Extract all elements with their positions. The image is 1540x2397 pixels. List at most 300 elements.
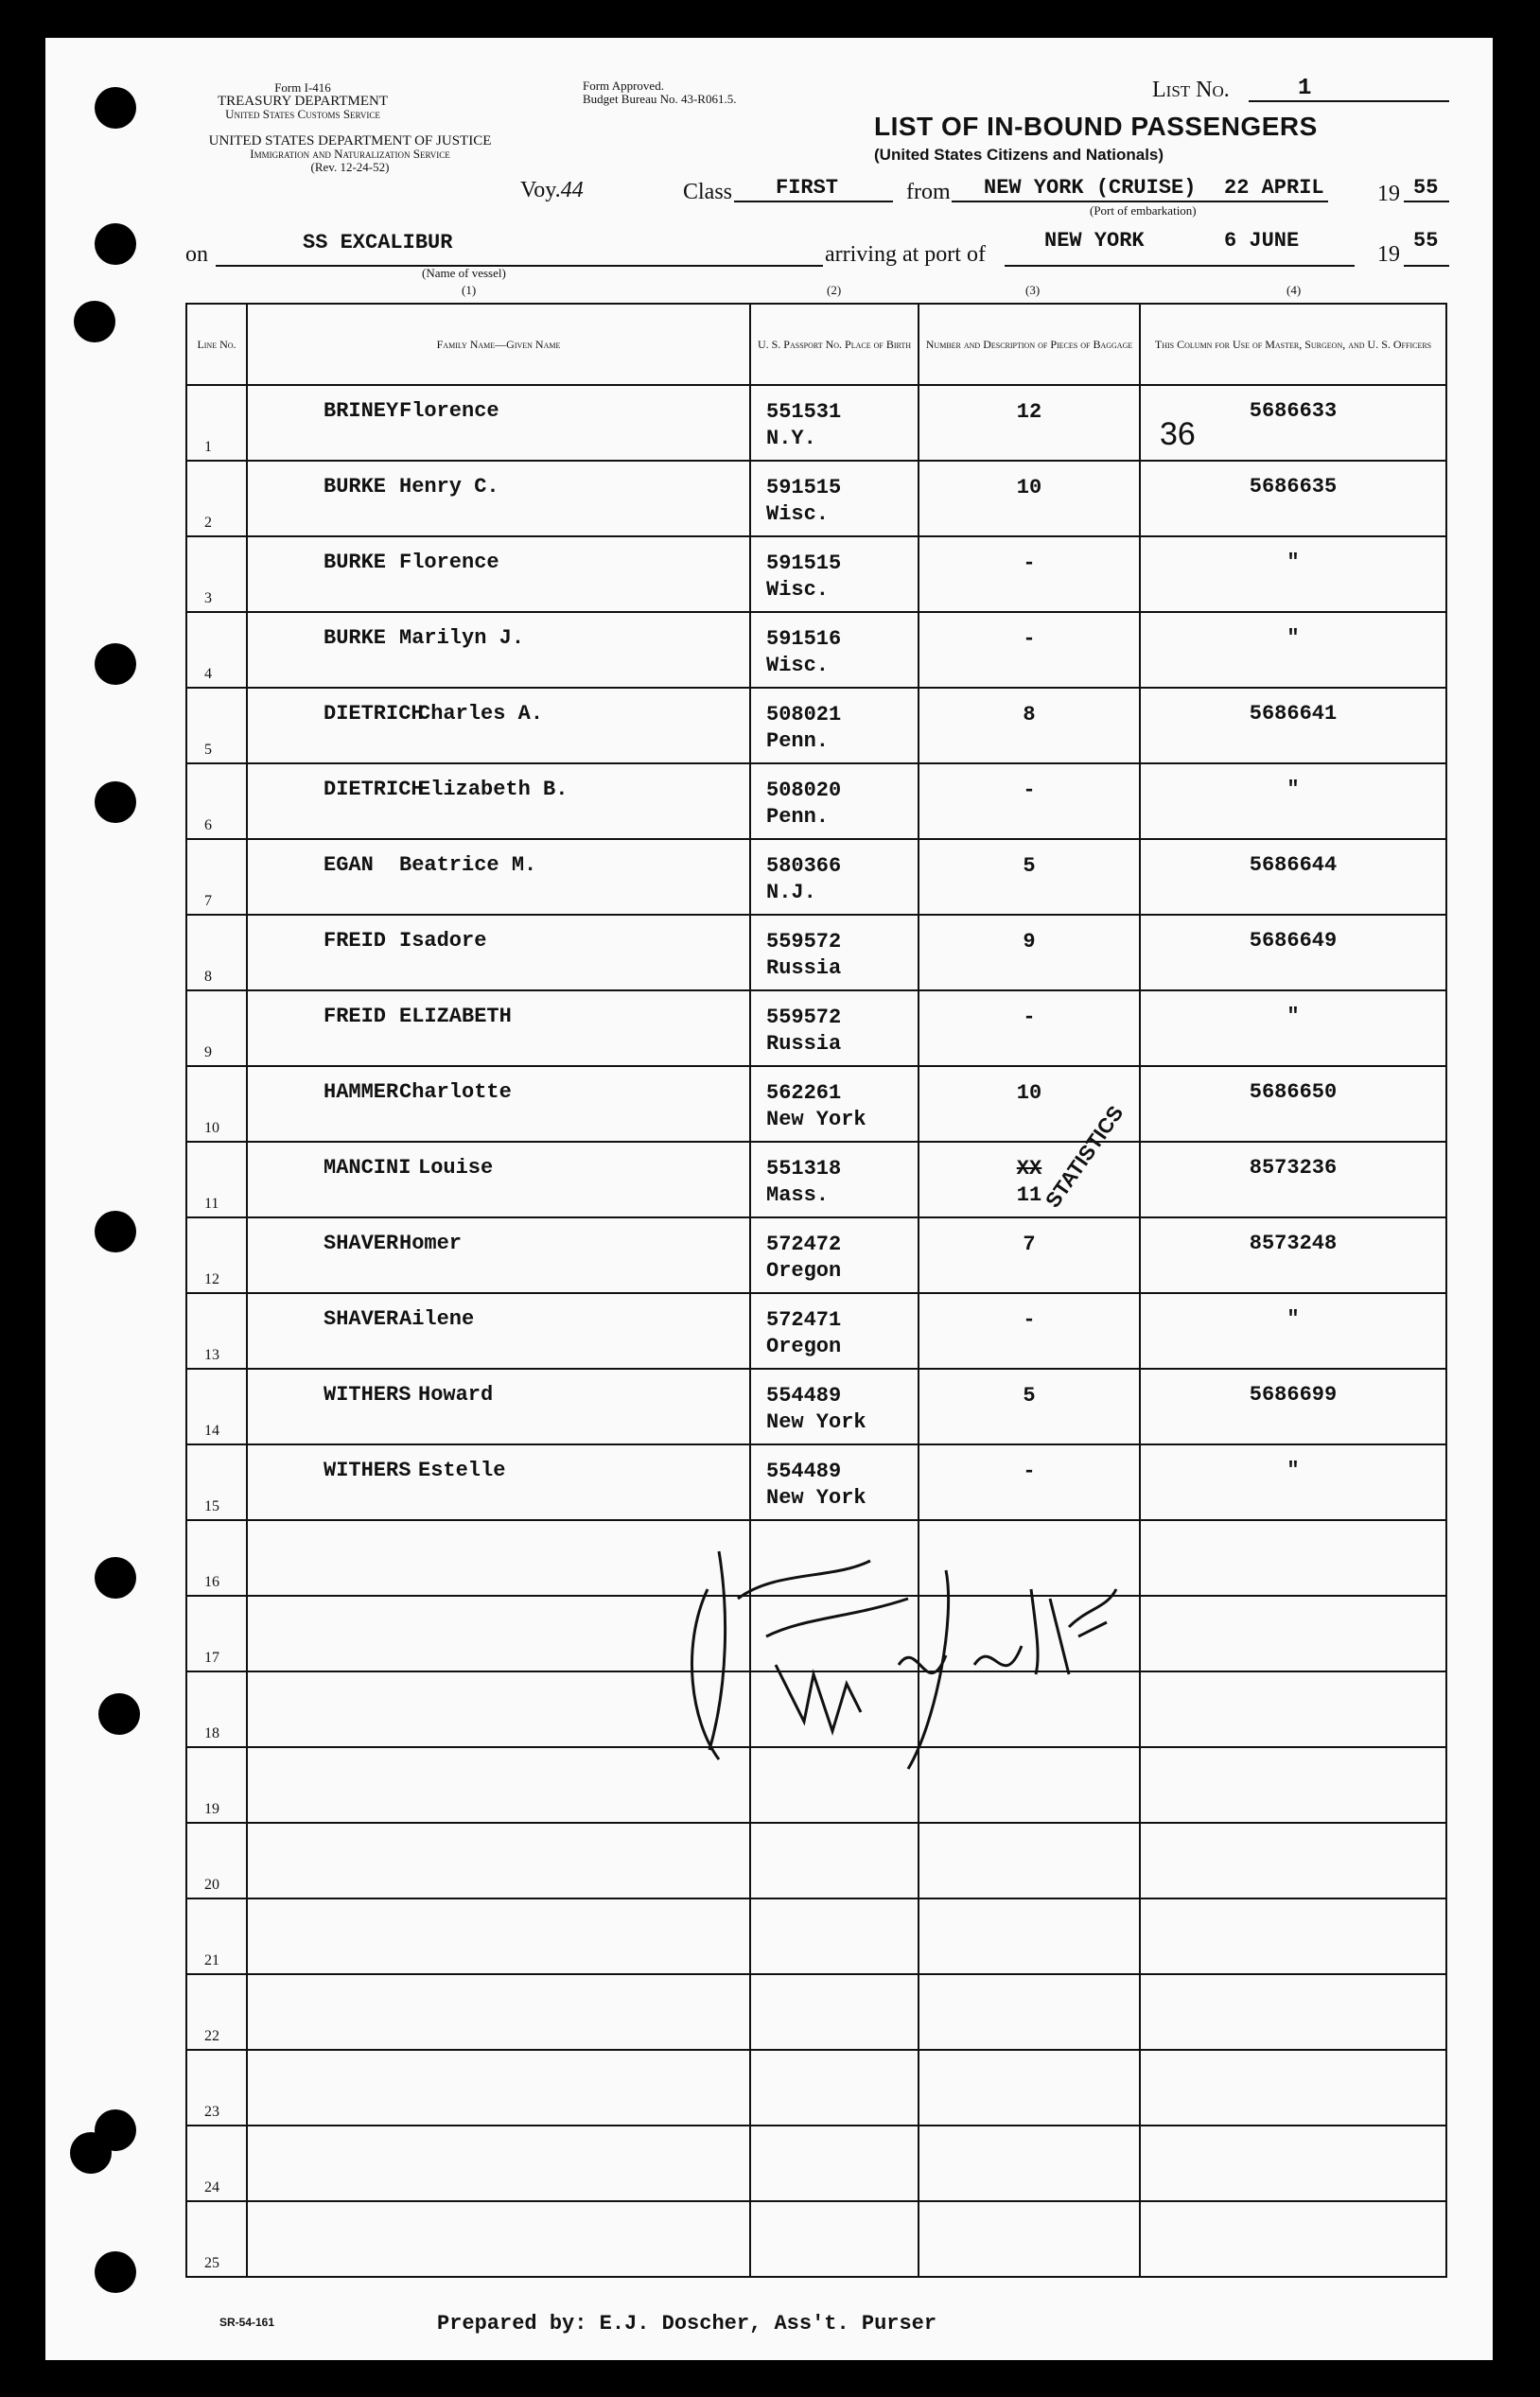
place-of-birth: New York bbox=[766, 1486, 866, 1510]
family-name: BURKE bbox=[324, 626, 387, 650]
family-name: SHAVER bbox=[324, 1307, 399, 1331]
officer-cell bbox=[1140, 2126, 1446, 2201]
line-number-cell bbox=[186, 536, 247, 612]
vessel-caption: (Name of vessel) bbox=[422, 266, 506, 280]
baggage-count: - bbox=[1023, 551, 1036, 575]
name-cell bbox=[247, 612, 750, 688]
budget-label: Budget Bureau No. 43-R061.5. bbox=[583, 92, 737, 106]
officer-cell bbox=[1140, 688, 1446, 763]
line-number-cell bbox=[186, 1974, 247, 2050]
approval-block bbox=[583, 79, 736, 106]
family-name: DIETRICH bbox=[324, 778, 424, 801]
table-row bbox=[186, 1898, 1446, 1974]
baggage-count: 10 bbox=[1016, 476, 1042, 499]
line-number: 16 bbox=[204, 1574, 219, 1590]
line-number-cell bbox=[186, 688, 247, 763]
passport-number: 559572 bbox=[766, 1006, 842, 1029]
col-2-number: (2) bbox=[827, 283, 842, 297]
baggage-cell bbox=[919, 536, 1140, 612]
line-number-cell bbox=[186, 1671, 247, 1747]
table-row bbox=[186, 536, 1446, 612]
given-name: Ailene bbox=[399, 1307, 475, 1331]
line-number-cell bbox=[186, 1217, 247, 1293]
line-number: 4 bbox=[204, 666, 212, 682]
table-row bbox=[186, 1974, 1446, 2050]
baggage-cell bbox=[919, 1369, 1140, 1444]
line-number-cell bbox=[186, 1142, 247, 1217]
table-row bbox=[186, 1142, 1446, 1217]
passport-cell bbox=[750, 1066, 919, 1142]
officer-number: " bbox=[1286, 1005, 1300, 1028]
family-name: SHAVER bbox=[324, 1232, 399, 1255]
line-number: 11 bbox=[204, 1196, 219, 1212]
passport-number: 580366 bbox=[766, 854, 842, 878]
baggage-cell bbox=[919, 612, 1140, 688]
line-number: 25 bbox=[204, 2255, 219, 2271]
punch-hole bbox=[74, 301, 115, 342]
col-3-number: (3) bbox=[1025, 283, 1041, 297]
family-name: BURKE bbox=[324, 551, 387, 574]
passport-cell bbox=[750, 839, 919, 915]
officer-cell bbox=[1140, 1520, 1446, 1596]
baggage-count: 5 bbox=[1023, 854, 1036, 878]
arrival-year-prefix: 19 bbox=[1377, 242, 1400, 267]
passport-cell bbox=[750, 2201, 919, 2277]
table-row bbox=[186, 1444, 1446, 1520]
baggage-count: 8 bbox=[1023, 703, 1036, 726]
line-number-cell bbox=[186, 1898, 247, 1974]
place-of-birth: Mass. bbox=[766, 1183, 830, 1207]
passport-cell bbox=[750, 2126, 919, 2201]
officer-cell bbox=[1140, 1974, 1446, 2050]
officer-number: 5686635 bbox=[1249, 475, 1338, 499]
line-number: 13 bbox=[204, 1347, 219, 1363]
from-label: from bbox=[906, 180, 951, 204]
officer-number: 5686641 bbox=[1249, 702, 1338, 726]
baggage-count: 10 bbox=[1016, 1081, 1042, 1105]
passport-number: 559572 bbox=[766, 930, 842, 954]
officer-number: 5686649 bbox=[1249, 929, 1338, 953]
line-number: 24 bbox=[204, 2179, 219, 2196]
baggage-count: - bbox=[1023, 1006, 1036, 1029]
baggage-cell bbox=[919, 763, 1140, 839]
class-label: Class bbox=[683, 180, 733, 204]
officer-cell bbox=[1140, 1066, 1446, 1142]
table-row bbox=[186, 1823, 1446, 1898]
passport-cell bbox=[750, 1293, 919, 1369]
ins-label: Immigration and Naturalization Service bbox=[250, 147, 450, 161]
officer-cell bbox=[1140, 461, 1446, 536]
name-cell bbox=[247, 2050, 750, 2126]
list-no-value: 1 bbox=[1298, 76, 1312, 101]
passport-number: 508021 bbox=[766, 703, 842, 726]
place-of-birth: N.J. bbox=[766, 881, 816, 904]
place-of-birth: Penn. bbox=[766, 729, 830, 753]
line-number: 19 bbox=[204, 1801, 219, 1817]
given-name: Howard bbox=[418, 1383, 494, 1407]
officer-number: " bbox=[1286, 551, 1300, 574]
line-number-cell bbox=[186, 1369, 247, 1444]
header-baggage: Number and Description of Pieces of Baggage bbox=[919, 304, 1140, 385]
table-row bbox=[186, 1066, 1446, 1142]
line-number-cell bbox=[186, 2050, 247, 2126]
passport-cell bbox=[750, 461, 919, 536]
family-name: FREID bbox=[324, 929, 387, 953]
header-line-no: Line No. bbox=[186, 304, 247, 385]
table-row bbox=[186, 763, 1446, 839]
header-officers: This Column for Use of Master, Surgeon, and U. S. Officers bbox=[1140, 304, 1446, 385]
form-number: Form I-416 bbox=[274, 80, 331, 95]
officer-cell bbox=[1140, 1293, 1446, 1369]
baggage-count: - bbox=[1023, 1460, 1036, 1483]
line-number-cell bbox=[186, 1293, 247, 1369]
passport-number: 591515 bbox=[766, 476, 842, 499]
punch-hole bbox=[98, 1693, 140, 1735]
officer-cell bbox=[1140, 612, 1446, 688]
baggage-cell bbox=[919, 1444, 1140, 1520]
line-number: 5 bbox=[204, 742, 212, 758]
line-number-cell bbox=[186, 839, 247, 915]
name-cell bbox=[247, 915, 750, 990]
line-number: 17 bbox=[204, 1650, 219, 1666]
table-row bbox=[186, 2126, 1446, 2201]
name-cell bbox=[247, 763, 750, 839]
place-of-birth: N.Y. bbox=[766, 427, 816, 450]
name-cell bbox=[247, 461, 750, 536]
punch-hole bbox=[95, 2251, 136, 2293]
form-code: SR-54-161 bbox=[219, 2316, 275, 2329]
line-number: 3 bbox=[204, 590, 212, 606]
baggage-cell bbox=[919, 2201, 1140, 2277]
officer-cell bbox=[1140, 1747, 1446, 1823]
officer-number: 5686633 bbox=[1249, 399, 1338, 423]
name-cell bbox=[247, 2201, 750, 2277]
family-name: WITHERS bbox=[324, 1459, 411, 1482]
line-number-cell bbox=[186, 1066, 247, 1142]
officer-cell bbox=[1140, 1142, 1446, 1217]
baggage-cell bbox=[919, 1974, 1140, 2050]
header-passport: U. S. Passport No. Place of Birth bbox=[750, 304, 919, 385]
place-of-birth: Russia bbox=[766, 956, 842, 980]
passport-number: 554489 bbox=[766, 1460, 842, 1483]
line-number: 14 bbox=[204, 1423, 219, 1439]
passport-cell bbox=[750, 1898, 919, 1974]
baggage-cell bbox=[919, 1142, 1140, 1217]
given-name: Estelle bbox=[418, 1459, 506, 1482]
form-approved-label: Form Approved. bbox=[583, 79, 664, 93]
family-name: MANCINI bbox=[324, 1156, 411, 1180]
officer-cell bbox=[1140, 1898, 1446, 1974]
passport-cell bbox=[750, 1217, 919, 1293]
line-number-cell bbox=[186, 1520, 247, 1596]
given-name: Elizabeth B. bbox=[418, 778, 569, 801]
voy-label: Voy.44 bbox=[520, 178, 584, 202]
baggage-cell bbox=[919, 1217, 1140, 1293]
officer-number: 5686699 bbox=[1249, 1383, 1338, 1407]
family-name: DIETRICH bbox=[324, 702, 424, 726]
baggage-count: - bbox=[1023, 779, 1036, 802]
baggage-cell bbox=[919, 1823, 1140, 1898]
line-number: 21 bbox=[204, 1952, 219, 1968]
name-cell bbox=[247, 1293, 750, 1369]
name-cell bbox=[247, 1823, 750, 1898]
passport-cell bbox=[750, 688, 919, 763]
passport-cell bbox=[750, 1369, 919, 1444]
line-number-cell bbox=[186, 1823, 247, 1898]
officer-cell bbox=[1140, 1369, 1446, 1444]
officer-number: " bbox=[1286, 1459, 1300, 1482]
table-row bbox=[186, 461, 1446, 536]
punch-hole bbox=[95, 781, 136, 823]
passport-number: 572471 bbox=[766, 1308, 842, 1332]
officer-cell bbox=[1140, 2050, 1446, 2126]
officer-cell bbox=[1140, 536, 1446, 612]
place-of-birth: Oregon bbox=[766, 1259, 842, 1283]
given-name: Charles A. bbox=[418, 702, 544, 726]
baggage-count: 12 bbox=[1016, 400, 1042, 424]
passport-cell bbox=[750, 385, 919, 461]
passport-cell bbox=[750, 612, 919, 688]
statistics-stamp: STATISTICS bbox=[1041, 1101, 1129, 1213]
col-1-number: (1) bbox=[462, 283, 477, 297]
on-label: on bbox=[185, 242, 208, 267]
table-row bbox=[186, 990, 1446, 1066]
given-name: Homer bbox=[399, 1232, 463, 1255]
arrival-port: NEW YORK bbox=[1044, 229, 1145, 253]
line-number-cell bbox=[186, 1444, 247, 1520]
line-number-cell bbox=[186, 763, 247, 839]
passenger-table bbox=[185, 303, 1447, 2278]
revision-label: (Rev. 12-24-52) bbox=[310, 160, 390, 174]
line-number-cell bbox=[186, 2126, 247, 2201]
passport-cell bbox=[750, 2050, 919, 2126]
port-embark-caption: (Port of embarkation) bbox=[1090, 203, 1197, 218]
struck-baggage: XX bbox=[1016, 1157, 1042, 1181]
officer-number: 8573248 bbox=[1249, 1232, 1338, 1255]
officer-number: 5686650 bbox=[1249, 1080, 1338, 1104]
line-number: 9 bbox=[204, 1044, 212, 1060]
given-name: Florence bbox=[399, 551, 499, 574]
punch-hole bbox=[95, 223, 136, 265]
given-name: Marilyn J. bbox=[399, 626, 525, 650]
baggage-count: 5 bbox=[1023, 1384, 1036, 1408]
punch-hole bbox=[70, 2132, 112, 2174]
table-row bbox=[186, 2201, 1446, 2277]
table-row bbox=[186, 839, 1446, 915]
table-row bbox=[186, 385, 1446, 461]
passport-number: 591515 bbox=[766, 551, 842, 575]
baggage-cell bbox=[919, 2126, 1140, 2201]
table-row bbox=[186, 1369, 1446, 1444]
given-name: Henry C. bbox=[399, 475, 499, 499]
officer-cell bbox=[1140, 1217, 1446, 1293]
officer-cell bbox=[1140, 1671, 1446, 1747]
place-of-birth: Russia bbox=[766, 1032, 842, 1056]
name-cell bbox=[247, 688, 750, 763]
baggage-cell bbox=[919, 688, 1140, 763]
passport-cell bbox=[750, 536, 919, 612]
col-4-number: (4) bbox=[1286, 283, 1302, 297]
passport-cell bbox=[750, 990, 919, 1066]
baggage-count: 11 bbox=[1016, 1183, 1042, 1207]
officer-number: " bbox=[1286, 778, 1300, 801]
header-name: Family Name—Given Name bbox=[247, 304, 750, 385]
signature-mark bbox=[662, 1532, 1154, 1788]
officer-cell bbox=[1140, 2201, 1446, 2277]
punch-hole bbox=[95, 643, 136, 685]
table-row bbox=[186, 1217, 1446, 1293]
justice-block bbox=[189, 134, 511, 174]
passport-number: 572472 bbox=[766, 1233, 842, 1256]
arriving-label: arriving at port of bbox=[825, 242, 986, 267]
passport-cell bbox=[750, 1444, 919, 1520]
passport-cell bbox=[750, 1974, 919, 2050]
arrival-year: 55 bbox=[1413, 229, 1439, 253]
passport-number: 551318 bbox=[766, 1157, 842, 1181]
place-of-birth: New York bbox=[766, 1108, 866, 1131]
officer-number: " bbox=[1286, 626, 1300, 650]
passport-number: 591516 bbox=[766, 627, 842, 651]
class-value: FIRST bbox=[776, 176, 839, 200]
punch-hole bbox=[95, 1557, 136, 1599]
officer-cell bbox=[1140, 1823, 1446, 1898]
name-cell bbox=[247, 536, 750, 612]
baggage-count: 9 bbox=[1023, 930, 1036, 954]
place-of-birth: Oregon bbox=[766, 1335, 842, 1358]
justice-label: UNITED STATES DEPARTMENT OF JUSTICE bbox=[208, 133, 492, 149]
officer-number: " bbox=[1286, 1307, 1300, 1331]
officer-cell bbox=[1140, 763, 1446, 839]
given-name: Beatrice M. bbox=[399, 853, 537, 877]
place-of-birth: Penn. bbox=[766, 805, 830, 829]
given-name: Louise bbox=[418, 1156, 494, 1180]
passport-cell bbox=[750, 1142, 919, 1217]
family-name: FREID bbox=[324, 1005, 387, 1028]
from-year: 55 bbox=[1413, 176, 1439, 200]
line-number: 10 bbox=[204, 1120, 219, 1136]
baggage-cell bbox=[919, 1293, 1140, 1369]
line-number: 8 bbox=[204, 969, 212, 985]
passport-number: 562261 bbox=[766, 1081, 842, 1105]
officer-number: 8573236 bbox=[1249, 1156, 1338, 1180]
table-row bbox=[186, 612, 1446, 688]
baggage-cell bbox=[919, 915, 1140, 990]
officer-cell bbox=[1140, 990, 1446, 1066]
line-number-cell bbox=[186, 461, 247, 536]
line-number: 18 bbox=[204, 1725, 219, 1741]
line-number-cell bbox=[186, 2201, 247, 2277]
given-name: Charlotte bbox=[399, 1080, 512, 1104]
table-header-row bbox=[186, 304, 1446, 385]
officer-number: 5686644 bbox=[1249, 853, 1338, 877]
officer-cell bbox=[1140, 915, 1446, 990]
line-number-cell bbox=[186, 990, 247, 1066]
line-number: 2 bbox=[204, 515, 212, 531]
from-date: 22 APRIL bbox=[1224, 176, 1324, 200]
table-row bbox=[186, 688, 1446, 763]
name-cell bbox=[247, 1142, 750, 1217]
line-number: 6 bbox=[204, 817, 212, 833]
baggage-cell bbox=[919, 461, 1140, 536]
baggage-cell bbox=[919, 1898, 1140, 1974]
baggage-cell bbox=[919, 839, 1140, 915]
from-port: NEW YORK (CRUISE) bbox=[984, 176, 1197, 200]
family-name: WITHERS bbox=[324, 1383, 411, 1407]
passport-number: 551531 bbox=[766, 400, 842, 424]
name-cell bbox=[247, 2126, 750, 2201]
passport-cell bbox=[750, 915, 919, 990]
punch-hole bbox=[95, 1211, 136, 1252]
line-number-cell bbox=[186, 915, 247, 990]
line-number: 7 bbox=[204, 893, 212, 909]
baggage-count: - bbox=[1023, 1308, 1036, 1332]
name-cell bbox=[247, 1898, 750, 1974]
handwritten-note-36: 36 bbox=[1160, 416, 1196, 452]
line-number: 15 bbox=[204, 1498, 219, 1514]
treasury-label: TREASURY DEPARTMENT bbox=[217, 94, 389, 109]
place-of-birth: New York bbox=[766, 1410, 866, 1434]
name-cell bbox=[247, 1444, 750, 1520]
given-name: ELIZABETH bbox=[399, 1005, 512, 1028]
name-cell bbox=[247, 1974, 750, 2050]
name-cell bbox=[247, 1066, 750, 1142]
line-number: 22 bbox=[204, 2028, 219, 2044]
voy-value: 44 bbox=[560, 178, 584, 202]
family-name: BRINEY bbox=[324, 399, 399, 423]
given-name: Florence bbox=[399, 399, 499, 423]
place-of-birth: Wisc. bbox=[766, 654, 830, 677]
passport-number: 554489 bbox=[766, 1384, 842, 1408]
document-title: LIST OF IN-BOUND PASSENGERS bbox=[874, 112, 1318, 141]
family-name: HAMMER bbox=[324, 1080, 399, 1104]
line-number: 1 bbox=[204, 439, 212, 455]
place-of-birth: Wisc. bbox=[766, 502, 830, 526]
line-number-cell bbox=[186, 1596, 247, 1671]
given-name: Isadore bbox=[399, 929, 487, 953]
prepared-by: Prepared by: E.J. Doscher, Ass't. Purser bbox=[437, 2312, 937, 2336]
line-number-cell bbox=[186, 385, 247, 461]
baggage-cell bbox=[919, 385, 1140, 461]
baggage-count: - bbox=[1023, 627, 1036, 651]
arrival-date: 6 JUNE bbox=[1224, 229, 1300, 253]
document-subtitle: (United States Citizens and Nationals) bbox=[874, 146, 1164, 164]
officer-cell bbox=[1140, 839, 1446, 915]
header-agency-block bbox=[189, 81, 416, 121]
name-cell bbox=[247, 990, 750, 1066]
passport-cell bbox=[750, 763, 919, 839]
punch-hole bbox=[95, 87, 136, 129]
officer-cell bbox=[1140, 1596, 1446, 1671]
place-of-birth: Wisc. bbox=[766, 578, 830, 602]
vessel-name: SS EXCALIBUR bbox=[303, 231, 453, 254]
customs-label: United States Customs Service bbox=[225, 107, 380, 121]
table-row bbox=[186, 2050, 1446, 2126]
name-cell bbox=[247, 1369, 750, 1444]
line-number-cell bbox=[186, 1747, 247, 1823]
name-cell bbox=[247, 839, 750, 915]
name-cell bbox=[247, 385, 750, 461]
from-year-prefix: 19 bbox=[1377, 182, 1400, 206]
officer-cell bbox=[1140, 1444, 1446, 1520]
line-number-cell bbox=[186, 612, 247, 688]
table-row bbox=[186, 915, 1446, 990]
line-number: 20 bbox=[204, 1877, 219, 1893]
baggage-cell bbox=[919, 990, 1140, 1066]
baggage-cell bbox=[919, 2050, 1140, 2126]
baggage-count: 7 bbox=[1023, 1233, 1036, 1256]
passport-number: 508020 bbox=[766, 779, 842, 802]
family-name: BURKE bbox=[324, 475, 387, 499]
